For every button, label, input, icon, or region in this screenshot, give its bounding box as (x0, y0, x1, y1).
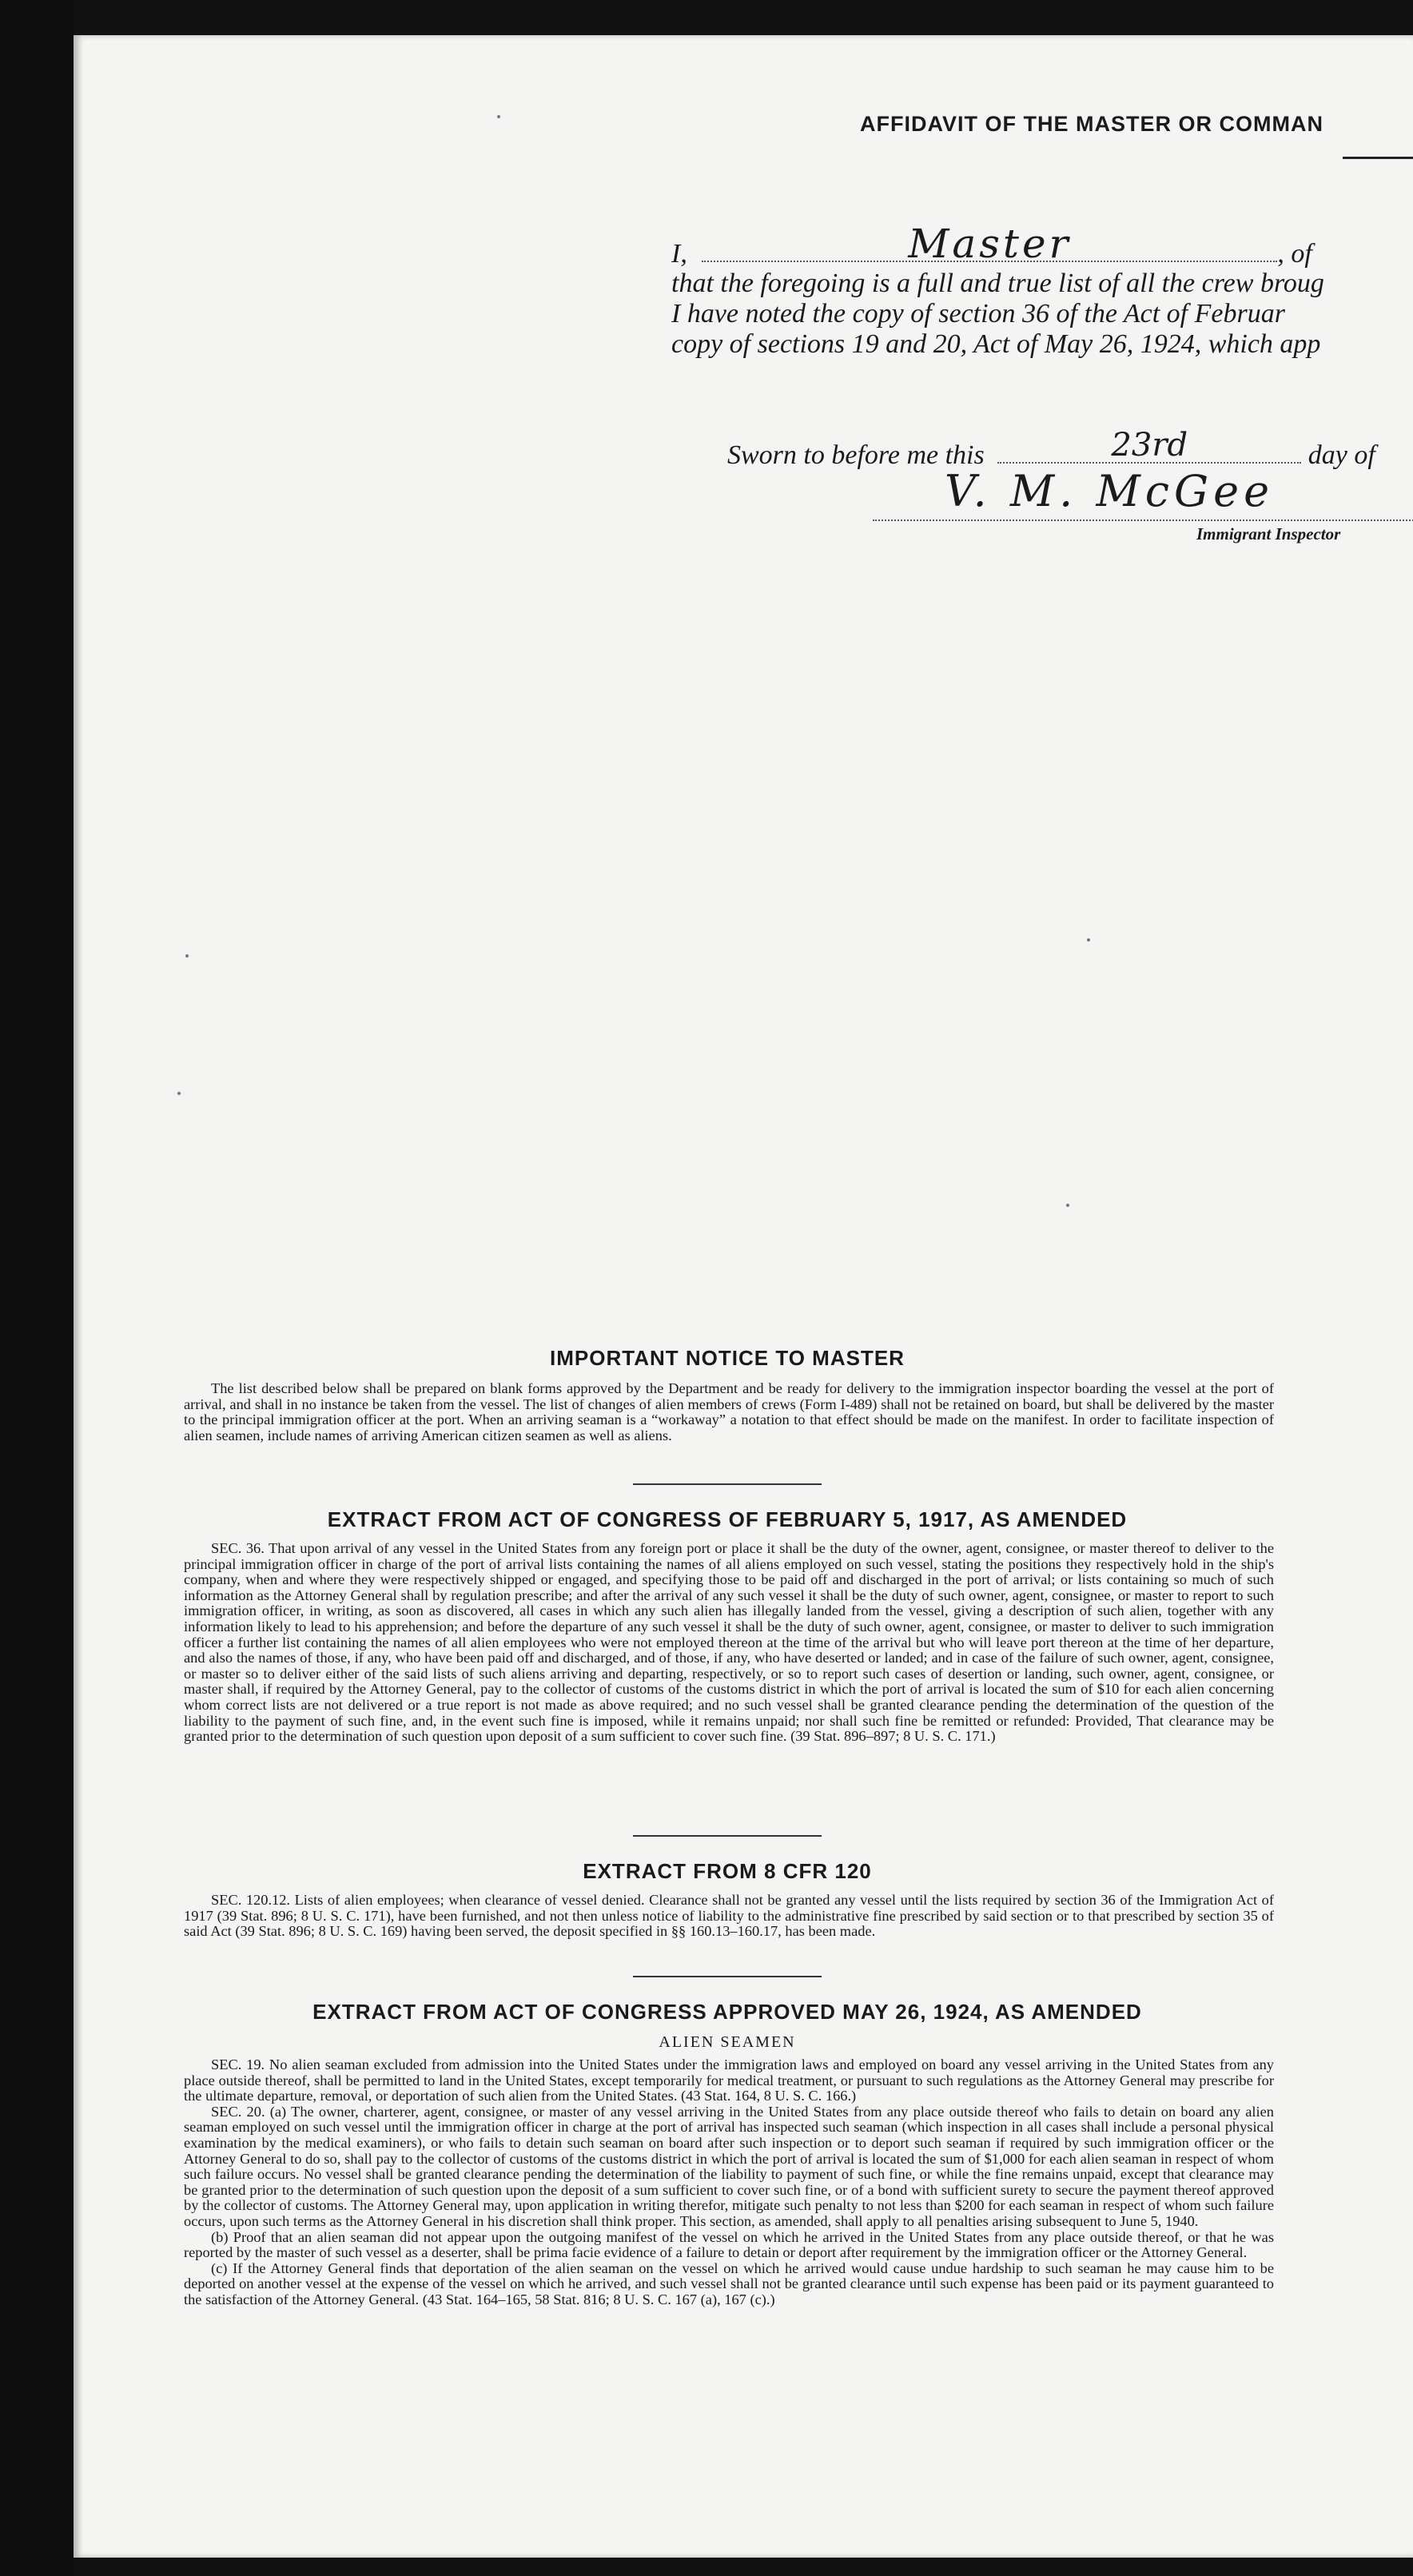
cfr-heading: EXTRACT FROM 8 CFR 120 (583, 1859, 872, 1883)
affidavit-line-4: copy of sections 19 and 20, Act of May 26, 1924, which app (671, 329, 1321, 359)
sec-120-12-paragraph: SEC. 120.12. Lists of alien employees; when clearance of vessel denied. Clearance shall not be granted any vessel until the lists required by section 36 of the Immigration Act of 1917 (39 Stat. 896; 8 U. S. C. 171), have been furnished, and not then unless notice of liability to the administrative fine prescribed by said section or to that prescribed by section 35 of said Act (39 Stat. 896; 8 U. S. C. 169) having been served, the deposit specified in §§ 160.13–160.17, has been made. (184, 1892, 1274, 1940)
sec-20c-paragraph: (c) If the Attorney General finds that deportation of the alien seaman on the vessel on which he arrived would cause undue hardship to such seaman he may cause him to be deported on another vessel at the expense of the vessel on which he arrived, and such vessel shall not be granted clearance until such expense has been paid or its payment guaranteed to the satisfaction of the Attorney General. (43 Stat. 164–165, 58 Stat. 816; 8 U. S. C. 167 (a), 167 (c).) (184, 2259, 1274, 2307)
act-1917-text-block (184, 1541, 1274, 1745)
sworn-day-suffix: day of (1308, 440, 1375, 470)
act-1917-heading: EXTRACT FROM ACT OF CONGRESS OF FEBRUARY 5, 1917, AS AMENDED (327, 1507, 1128, 1531)
sec-20a-paragraph: SEC. 20. (a) The owner, charterer, agent, consignee, or master of any vessel arriving in the United States from any place outside thereof who fails to detain on board any alien seaman employed on such vessel until the immigration officer in charge at the port of arrival has inspected such seaman (which inspection in all cases shall include a personal physical examination by the medical examiners), or who fails to detain such seaman on board after such inspection or to deport such seaman if required by such immigration officer or the Attorney General to do so, shall pay to the collector of customs of the customs district in which the port of arrival is located the sum of $1,000 for each alien seaman in respect of whom such failure occurs. No vessel shall be granted clearance pending the determination of the liability to payment of such fine, or while the fine remains unpaid, except that clearance may be granted prior to the determination of such question upon the deposit of a sum sufficient to cover such fine, or of a bond with sufficient surety to secure the payment thereof approved by the collector of customs. The Attorney General may, upon application in writing therefor, mitigate such penalty to not less than $200 for each seaman in respect of whom such failure occurs, upon such terms as the Attorney General in his discretion shall think proper. This section, as amended, shall apply to all penalties arising subsequent to June 5, 1940. (184, 2103, 1274, 2229)
inspector-signature: V. M. McGee (945, 466, 1275, 516)
section-divider (633, 1976, 822, 1977)
scan-speck (185, 954, 189, 958)
affidavit-i-label: I, (671, 239, 687, 269)
act-1924-text-block (184, 2057, 1274, 2308)
scan-border (0, 0, 74, 2576)
notice-heading: IMPORTANT NOTICE TO MASTER (550, 1346, 905, 1370)
affidavit-line-3: I have noted the copy of section 36 of the Act of Februar (671, 299, 1285, 328)
affidavit-line-2: that the foregoing is a full and true list of all the crew broug (671, 269, 1324, 298)
cfr-text-block (184, 1893, 1274, 1940)
inspector-label: Immigrant Inspector (1196, 524, 1341, 543)
sworn-day-handwritten: 23rd (1111, 427, 1188, 464)
master-name-field (702, 221, 1277, 267)
affidavit-line-1-suffix: , of (1277, 239, 1312, 269)
alien-seamen-subheading: ALIEN SEAMEN (659, 2033, 796, 2051)
affidavit-title-rule (1343, 157, 1413, 159)
sworn-day-field (997, 427, 1301, 464)
affidavit-line-1 (671, 221, 1312, 269)
notice-paragraph: The list described below shall be prepared on blank forms approved by the Department and be ready for delivery to the immigration inspector boarding the vessel at the port of arrival, and shall in no instance be taken from the vessel. The list of changes of alien members of crews (Form I-489) shall not be retained on board, but shall be delivered by the master to the principal immigration officer at the port. When an arriving seaman is a “workaway” a notation to that effect should be made on the manifest. In order to facilitate inspection of alien seamen, include names of arriving American citizen seamen as well as aliens. (184, 1380, 1274, 1443)
section-divider (633, 1835, 822, 1837)
scan-speck (497, 115, 500, 118)
document-page (74, 35, 1413, 2558)
affidavit-title: AFFIDAVIT OF THE MASTER OR COMMAN (860, 112, 1323, 136)
act-1924-heading: EXTRACT FROM ACT OF CONGRESS APPROVED MAY 26, 1924, AS AMENDED (312, 2000, 1142, 2024)
sec-19-paragraph: SEC. 19. No alien seaman excluded from admission into the United States under the immigration laws and employed on board any vessel arriving in the United States from any place outside thereof, shall be permitted to land in the United States, except temporarily for medical treatment, or pursuant to such regulations as the Attorney General may prescribe for the ultimate departure, removal, or deportation of such alien from the United States. (43 Stat. 164, 8 U. S. C. 166.) (184, 2056, 1274, 2104)
master-handwritten: Master (908, 221, 1072, 267)
sec-36-paragraph: SEC. 36. That upon arrival of any vessel in the United States from any foreign port or place it shall be the duty of the owner, agent, consignee, or master thereof to deliver to the principal immigration officer in charge of the port of arrival lists containing the names of all aliens employed on such vessel, stating the positions they respectively hold in the ship's company, when and where they were respectively shipped or engaged, and specifying those to be paid off and discharged in the port of arrival; or lists containing so much of such information as the Attorney General shall by regulation prescribe; and after the arrival of any such vessel it shall be the duty of such owner, agent, consignee, or master to report to such immigration officer, in writing, as soon as discovered, all cases in which any such alien has illegally landed from the vessel, giving a description of such alien, together with any information likely to lead to his apprehension; and before the departure of any such vessel it shall be the duty of such owner, agent, consignee, or master to deliver to such immigration officer a further list containing the names of all alien employees who were not employed thereon at the time of the arrival but who will leave port thereon at the time of her departure, and also the names of those, if any, who have been paid off and discharged, and of those, if any, who have deserted or landed; and in case of the failure of such owner, agent, consignee, or master so to deliver either of the said lists of such aliens arriving and departing, respectively, or so to report such cases of desertion or landing, such owner, agent, consignee, or master shall, if required by the Attorney General, pay to the collector of customs of the customs district in which the port of arrival is located the sum of $10 for each alien concerning whom correct lists are not delivered or a true report is not made as above required; and no such vessel shall be granted clearance pending the determination of the question of the liability to the payment of such fine, and, in the event such fine is imposed, while it remains unpaid; nor shall such fine be remitted or refunded: Provided, That clearance may be granted prior to the determination of such question upon deposit of a sum sufficient to cover such fine. (39 Stat. 896–897; 8 U. S. C. 171.) (184, 1540, 1274, 1745)
scan-speck (177, 1092, 181, 1095)
scan-speck (1087, 938, 1090, 942)
section-divider (633, 1483, 822, 1485)
sworn-label: Sworn to before me this (727, 440, 985, 470)
notice-text-block (184, 1381, 1274, 1443)
inspector-signature-field (873, 466, 1413, 521)
scan-speck (1066, 1204, 1069, 1207)
sec-20b-paragraph: (b) Proof that an alien seaman did not appear upon the outgoing manifest of the vessel on which he arrived in the United States from any place outside thereof, or that he was reported by the master of such vessel as a deserter, shall be prima facie evidence of a failure to detain or deport after requirement by the immigration officer or the Attorney General. (184, 2228, 1274, 2261)
